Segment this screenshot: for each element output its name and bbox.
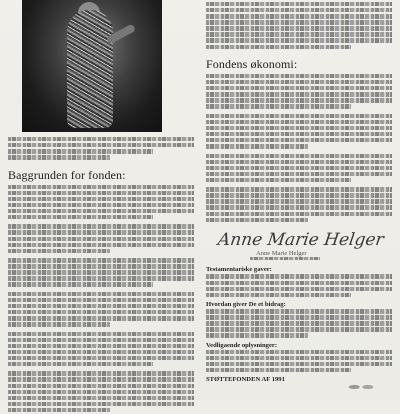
background-text-block	[8, 185, 194, 413]
signature-role	[250, 257, 392, 261]
label-how-to-give: Hvordan giver De et bidrag:	[206, 301, 286, 309]
text-line	[8, 377, 194, 381]
text-line	[206, 166, 392, 170]
signature: Anne Marie Helger	[216, 229, 386, 250]
text-line	[8, 338, 194, 342]
text-line	[206, 172, 392, 176]
left-column	[8, 0, 194, 414]
text-line	[8, 362, 153, 366]
text-line	[8, 149, 153, 153]
text-line	[206, 309, 392, 313]
text-line	[8, 304, 194, 308]
text-line	[206, 114, 392, 118]
text-line	[206, 86, 392, 90]
intro-text-block	[8, 137, 194, 160]
text-line	[206, 104, 351, 108]
text-line	[206, 333, 308, 337]
text-line	[8, 332, 194, 336]
top-right-text-block	[206, 2, 392, 49]
text-line	[206, 218, 308, 222]
text-line	[206, 26, 392, 30]
text-line	[206, 293, 351, 297]
text-line	[206, 315, 392, 319]
text-line	[206, 126, 392, 130]
text-line	[206, 154, 392, 158]
label-testamentary-gifts: Testamentariske gaver:	[206, 266, 272, 274]
text-line	[8, 258, 194, 262]
text-line	[8, 402, 194, 406]
testamentary-text-block	[206, 274, 392, 297]
text-line	[206, 45, 351, 49]
text-line	[206, 199, 392, 203]
text-line	[206, 287, 392, 291]
text-line	[8, 371, 194, 375]
section-heading-background: Baggrunden for fonden:	[8, 167, 126, 182]
text-line	[8, 249, 110, 253]
text-line	[206, 80, 392, 84]
text-line	[206, 132, 392, 136]
text-line	[8, 185, 194, 189]
text-line	[8, 292, 194, 296]
further-info-text-block	[206, 350, 392, 373]
text-line	[8, 344, 194, 348]
text-line	[206, 321, 392, 325]
text-line	[8, 310, 194, 314]
text-line	[8, 408, 110, 412]
text-line	[250, 257, 320, 261]
text-line	[206, 205, 392, 209]
text-line	[8, 270, 194, 274]
text-line	[8, 276, 194, 280]
text-line	[206, 144, 308, 148]
text-line	[206, 120, 392, 124]
text-line	[8, 264, 194, 268]
text-line	[206, 356, 392, 360]
text-line	[8, 224, 194, 228]
economy-text-block	[206, 74, 392, 222]
text-line	[8, 384, 194, 388]
text-line	[206, 362, 392, 366]
text-line	[206, 274, 392, 278]
text-line	[8, 209, 194, 213]
photo-figure	[67, 10, 113, 128]
text-line	[206, 178, 351, 182]
text-line	[206, 74, 392, 78]
text-line	[206, 187, 392, 191]
text-line	[8, 143, 194, 147]
text-line	[8, 197, 194, 201]
text-line	[8, 316, 194, 320]
text-line	[8, 230, 194, 234]
text-line	[206, 327, 392, 331]
text-line	[8, 243, 194, 247]
text-line	[206, 8, 392, 12]
text-line	[8, 298, 194, 302]
text-line	[206, 38, 392, 42]
text-line	[206, 92, 392, 96]
text-line	[206, 212, 392, 216]
text-line	[8, 203, 194, 207]
text-line	[206, 160, 392, 164]
text-line	[206, 138, 392, 142]
text-line	[8, 322, 110, 326]
decorative-stamp	[344, 378, 378, 396]
text-line	[206, 2, 392, 6]
label-support-fund: STØTTEFONDEN AF 1991	[206, 376, 285, 384]
text-line	[8, 350, 194, 354]
signature-name: Anne Marie Helger	[256, 249, 307, 257]
text-line	[8, 237, 194, 241]
how-to-give-text-block	[206, 309, 392, 338]
text-line	[8, 390, 194, 394]
text-line	[8, 282, 153, 286]
text-line	[206, 281, 392, 285]
right-column	[206, 0, 392, 384]
text-line	[206, 193, 392, 197]
section-heading-economy: Fondens økonomi:	[206, 56, 298, 71]
text-line	[206, 32, 392, 36]
text-line	[8, 155, 110, 159]
text-line	[8, 396, 194, 400]
text-line	[206, 350, 392, 354]
text-line	[8, 191, 194, 195]
text-line	[8, 215, 153, 219]
text-line	[206, 368, 351, 372]
text-line	[8, 137, 194, 141]
text-line	[206, 20, 392, 24]
portrait-photo	[22, 0, 162, 132]
label-further-information: Vedligaende oplysninger:	[206, 341, 278, 349]
text-line	[206, 98, 392, 102]
text-line	[206, 14, 392, 18]
text-line	[8, 356, 194, 360]
